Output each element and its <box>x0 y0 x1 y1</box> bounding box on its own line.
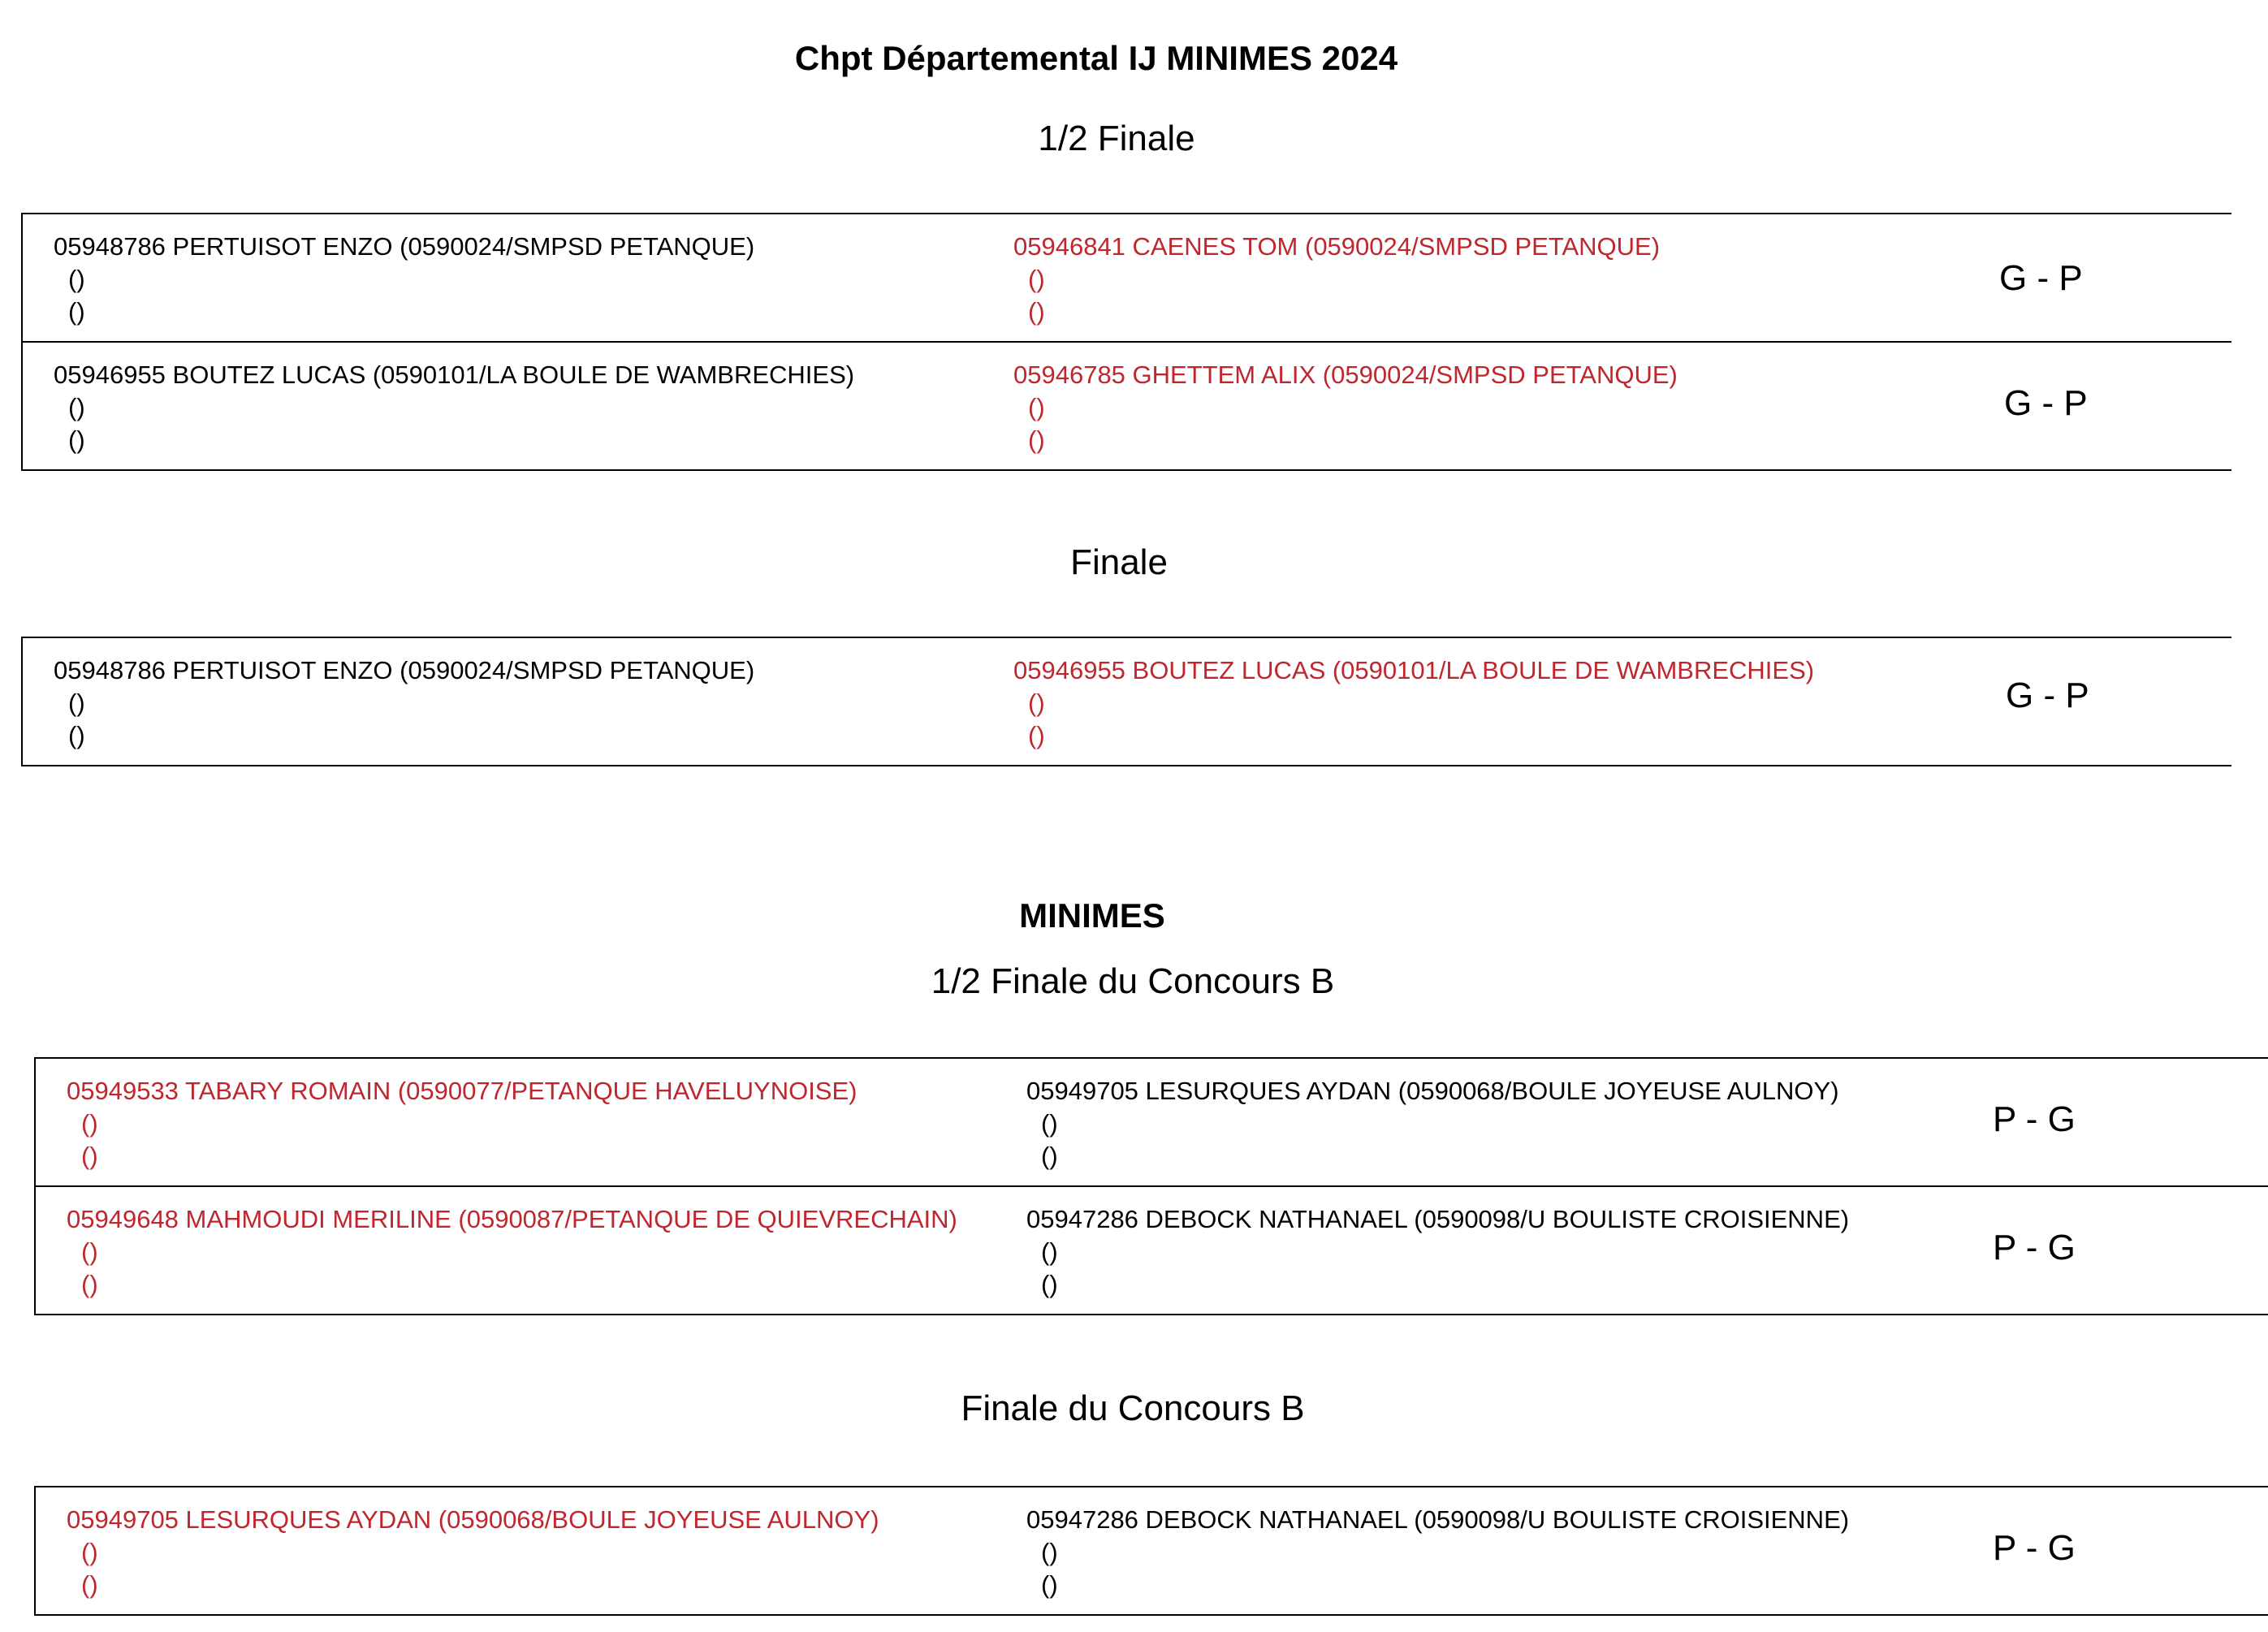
player-line: () <box>68 721 85 749</box>
player-line: () <box>81 1109 98 1138</box>
player-line: () <box>81 1237 98 1266</box>
match-left-player <box>54 654 754 752</box>
section1-semi-heading: 1/2 Finale <box>1038 119 1195 158</box>
player-name: 05949533 TABARY ROMAIN (0590077/PETANQUE HAVELUYNOISE) <box>67 1077 858 1105</box>
match-result: G - P <box>2006 676 2089 715</box>
player-line: () <box>81 1142 98 1170</box>
player-name: 05949648 MAHMOUDI MERILINE (0590087/PETANQUE DE QUIEVRECHAIN) <box>67 1205 957 1233</box>
player-name: 05946955 BOUTEZ LUCAS (0590101/LA BOULE DE WAMBRECHIES) <box>54 361 855 389</box>
player-line: () <box>1041 1270 1058 1298</box>
page-title: Chpt Départemental IJ MINIMES 2024 <box>794 39 1398 77</box>
player-line: () <box>1041 1538 1058 1566</box>
player-name: 05947286 DEBOCK NATHANAEL (0590098/U BOULISTE CROISIENNE) <box>1026 1205 1850 1233</box>
match-right-player <box>1013 359 1678 456</box>
match-right-player <box>1026 1203 1849 1301</box>
player-name: 05949705 LESURQUES AYDAN (0590068/BOULE JOYEUSE AULNOY) <box>1026 1077 1839 1105</box>
player-line: () <box>81 1538 98 1566</box>
match-result: G - P <box>1999 258 2083 298</box>
player-line: () <box>81 1270 98 1298</box>
player-line: () <box>1028 393 1045 421</box>
player-line: () <box>1028 425 1045 454</box>
player-line: () <box>1041 1109 1058 1138</box>
player-line: () <box>1041 1142 1058 1170</box>
section1-semi-table <box>21 213 2231 471</box>
match-result: P - G <box>1993 1528 2076 1568</box>
player-line: () <box>1041 1570 1058 1599</box>
match-right-player <box>1013 654 1814 752</box>
player-name: 05949705 LESURQUES AYDAN (0590068/BOULE JOYEUSE AULNOY) <box>67 1505 879 1534</box>
section1-final-heading: Finale <box>1070 542 1168 582</box>
player-line: () <box>1028 265 1045 293</box>
match-row <box>36 1185 2268 1314</box>
category-heading: MINIMES <box>1019 896 1165 935</box>
section1-final-table <box>21 637 2231 766</box>
player-name: 05946785 GHETTEM ALIX (0590024/SMPSD PETANQUE) <box>1013 361 1678 389</box>
match-right-player <box>1013 231 1660 328</box>
section2-semi-heading: 1/2 Finale du Concours B <box>931 961 1335 1001</box>
player-line: () <box>1028 689 1045 717</box>
section2-final-heading: Finale du Concours B <box>961 1388 1305 1428</box>
player-name: 05948786 PERTUISOT ENZO (0590024/SMPSD PETANQUE) <box>54 232 755 261</box>
match-row <box>23 341 2231 469</box>
match-left-player <box>67 1203 957 1301</box>
player-line: () <box>1028 297 1045 326</box>
section2-semi-table <box>34 1057 2268 1315</box>
match-right-player <box>1026 1504 1849 1601</box>
player-line: () <box>68 393 85 421</box>
player-line: () <box>1041 1237 1058 1266</box>
player-line: () <box>68 297 85 326</box>
match-result: P - G <box>1993 1099 2076 1139</box>
match-row <box>36 1059 2268 1185</box>
player-name: 05947286 DEBOCK NATHANAEL (0590098/U BOULISTE CROISIENNE) <box>1026 1505 1850 1534</box>
match-row <box>23 214 2231 341</box>
player-name: 05946841 CAENES TOM (0590024/SMPSD PETANQUE) <box>1013 232 1661 261</box>
player-line: () <box>68 425 85 454</box>
match-left-player <box>67 1504 879 1601</box>
player-line: () <box>68 689 85 717</box>
match-result: G - P <box>2004 383 2088 423</box>
player-name: 05946955 BOUTEZ LUCAS (0590101/LA BOULE DE WAMBRECHIES) <box>1013 656 1815 684</box>
section2-final-table <box>34 1486 2268 1616</box>
match-row <box>23 638 2231 765</box>
match-row <box>36 1487 2268 1614</box>
match-result: P - G <box>1993 1228 2076 1267</box>
match-left-player <box>67 1075 858 1172</box>
player-line: () <box>1028 721 1045 749</box>
player-line: () <box>81 1570 98 1599</box>
match-right-player <box>1026 1075 1839 1172</box>
player-line: () <box>68 265 85 293</box>
match-left-player <box>54 231 754 328</box>
match-left-player <box>54 359 854 456</box>
player-name: 05948786 PERTUISOT ENZO (0590024/SMPSD PETANQUE) <box>54 656 755 684</box>
